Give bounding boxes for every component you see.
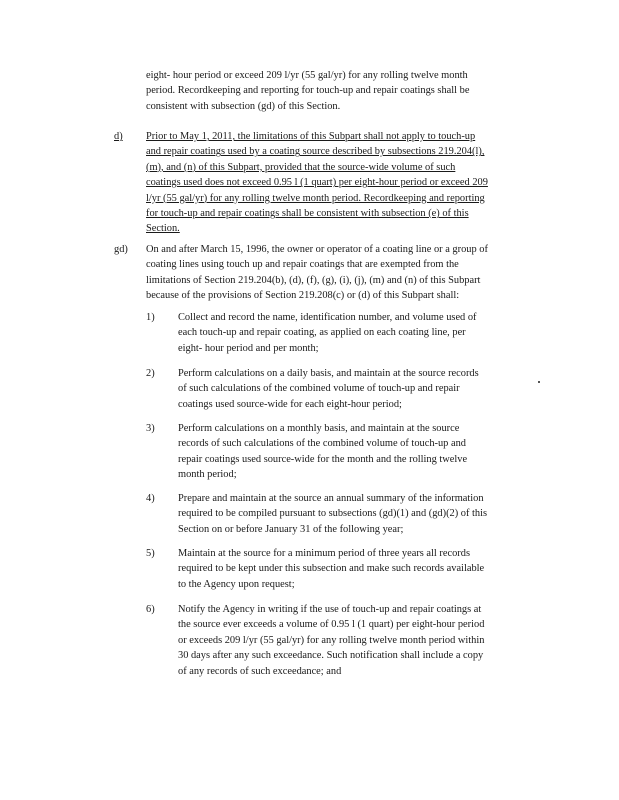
item-2-label: 2): [146, 368, 155, 379]
text-line: Maintain at the source for a minimum period of three years all records: [178, 548, 470, 559]
text-line: consistent with subsection (gd) of this Section.: [146, 100, 341, 112]
text-line: Perform calculations on a monthly basis, and maintain at the source: [178, 423, 460, 434]
text-line: l/yr (55 gal/yr) for any rolling twelve month period. Recordkeeping and reporting: [146, 192, 485, 204]
item-3-text: [178, 421, 538, 483]
text-line: each touch-up and repair coating, as applied on each coating line, per: [178, 327, 466, 339]
item-2-text: [178, 366, 538, 412]
text-line: period. Recordkeeping and reporting for touch-up and repair coatings shall be: [146, 85, 470, 97]
text-line: of any records of such exceedance; and: [178, 665, 342, 677]
text-line: month period;: [178, 469, 237, 481]
subsection-d-paragraph: [146, 129, 539, 237]
subsection-d-label: d): [114, 131, 123, 142]
text-line: of such calculations of the combined volume of touch-up and repair: [178, 383, 460, 395]
text-line: eight- hour period and per month;: [178, 342, 319, 354]
text-line: limitations of Section 219.204(b), (d), (f), (g), (i), (j), (m) and (n) of this Subpart: [146, 274, 481, 286]
text-line: Prior to May 1, 2011, the limitations of this Subpart shall not apply to touch-up: [146, 131, 476, 142]
text-line: for touch-up and repair coatings shall be consistent with subsection (e) of this: [146, 208, 469, 220]
subsection-gd-paragraph: [146, 242, 539, 304]
text-line: repair coatings used source-wide for the month and the rolling twelve: [178, 453, 468, 465]
text-line: coating lines using touch up and repair coatings that are exempted from the: [146, 259, 459, 271]
text-line: Notify the Agency in writing if the use of touch-up and repair coatings at: [178, 604, 482, 615]
text-line: 30 days after any such exceedance. Such notification shall include a copy: [178, 650, 484, 662]
item-5-text: [178, 546, 538, 592]
continuation-paragraph: [146, 68, 538, 114]
text-line: to the Agency upon request;: [178, 578, 295, 590]
item-5-label: 5): [146, 548, 155, 559]
text-line: required to be kept under this subsection and make such records available: [178, 563, 485, 575]
text-line: the source ever exceeds a volume of 0.95 l (1 quart) per eight-hour period: [178, 619, 485, 631]
item-4-label: 4): [146, 493, 155, 504]
text-line: Section on or before January 31 of the following year;: [178, 523, 404, 535]
item-1-label: 1): [146, 312, 155, 323]
text-line: Section.: [146, 223, 180, 235]
text-line: (m), and (n) of this Subpart, provided that the source-wide volume of such: [146, 161, 456, 173]
subsection-gd-label: gd): [114, 244, 128, 255]
text-line: coatings used source-wide for each eight-hour period;: [178, 398, 402, 410]
text-line: Collect and record the name, identification number, and volume used of: [178, 312, 477, 323]
text-line: because of the provisions of Section 219.208(c) or (d) of this Subpart shall:: [146, 290, 460, 302]
text-line: Prepare and maintain at the source an annual summary of the information: [178, 493, 484, 504]
text-line: and repair coatings used by a coating source described by subsections 219.204(l),: [146, 146, 485, 158]
item-1-text: [178, 310, 538, 356]
item-6-label: 6): [146, 604, 155, 615]
text-line: or exceeds 209 l/yr (55 gal/yr) for any rolling twelve month period within: [178, 634, 485, 646]
text-line: eight- hour period or exceed 209 l/yr (55 gal/yr) for any rolling twelve month: [146, 70, 468, 81]
text-line: Perform calculations on a daily basis, and maintain at the source records: [178, 368, 479, 379]
text-line: On and after March 15, 1996, the owner or operator of a coating line or a group of: [146, 244, 488, 255]
item-6-text: [178, 602, 538, 679]
text-line: records of such calculations of the combined volume of touch-up and: [178, 438, 466, 450]
item-4-text: [178, 491, 538, 537]
text-line: coatings used does not exceed 0.95 l (1 quart) per eight-hour period or exceed 209: [146, 177, 488, 189]
item-3-label: 3): [146, 423, 155, 434]
text-line: required to be compiled pursuant to subsections (gd)(1) and (gd)(2) of this: [178, 508, 488, 520]
scan-speck: [538, 381, 540, 383]
